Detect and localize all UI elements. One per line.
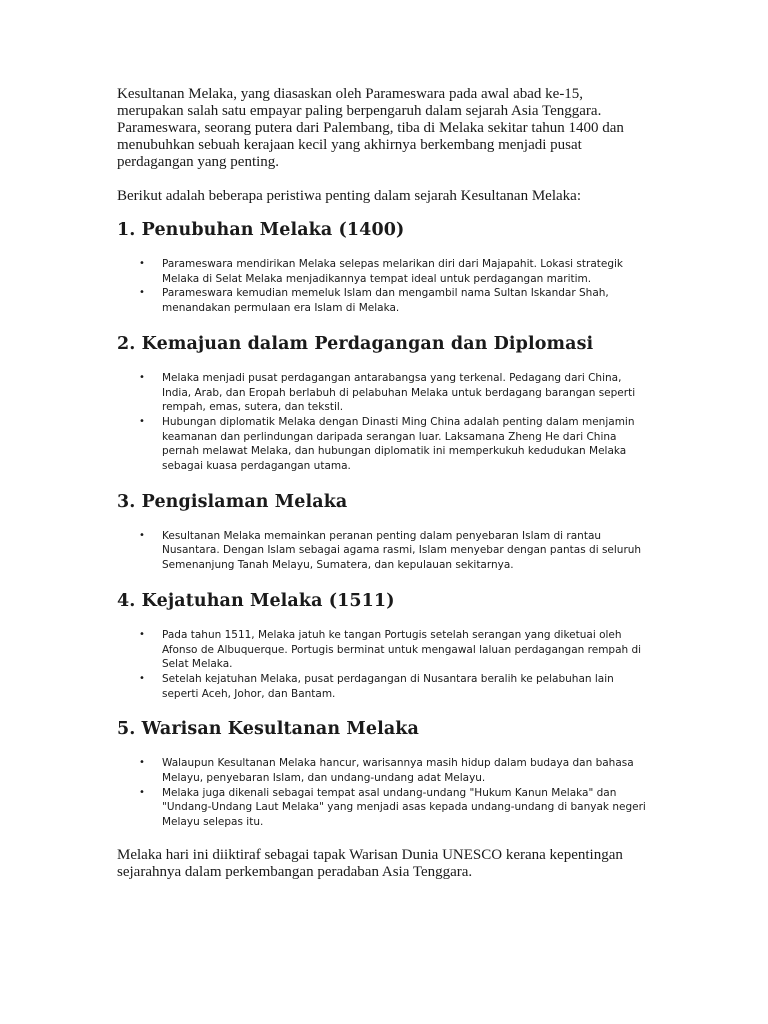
section-heading-5: 5. Warisan Kesultanan Melaka bbox=[117, 719, 419, 740]
list-item: • Melaka juga dikenali sebagai tempat asal undang-undang "Hukum Kanun Melaka" dan "Undang-Undang Laut Melaka" yang menjadi asas kepada undang-undang di banyak negeri Melayu selepas itu. bbox=[139, 786, 646, 829]
document-page bbox=[117, 86, 652, 881]
lead-paragraph: Berikut adalah beberapa peristiwa penting dalam sejarah Kesultanan Melaka: bbox=[117, 188, 581, 204]
bullet-icon: • bbox=[139, 371, 145, 383]
bullet-icon: • bbox=[139, 415, 145, 427]
section-heading-1: 1. Penubuhan Melaka (1400) bbox=[117, 220, 405, 240]
intro-paragraph: Kesultanan Melaka, yang diasaskan oleh Parameswara pada awal abad ke-15, merupakan salah satu empayar paling berpengaruh dalam sejarah Asia Tenggara. Parameswara, seorang putera dari Palembang, tiba di Melaka sekitar tahun 1400 dan menubuhkan sebuah kerajaan kecil yang akhirnya berkembang menjadi pusat perdagangan yang penting. bbox=[117, 86, 624, 170]
bullet-icon: • bbox=[139, 628, 145, 640]
bullet-icon: • bbox=[139, 287, 145, 299]
bullet-list-2 bbox=[117, 371, 652, 474]
section-heading-2: 2. Kemajuan dalam Perdagangan dan Diplomasi bbox=[117, 333, 594, 354]
list-item: • Pada tahun 1511, Melaka jatuh ke tangan Portugis setelah serangan yang diketuai oleh Afonso de Albuquerque. Portugis berminat untuk mengawal laluan perdagangan rempah di Selat Melaka. bbox=[139, 628, 642, 671]
list-item: • Parameswara kemudian memeluk Islam dan mengambil nama Sultan Iskandar Shah, menandakan permulaan era Islam di Melaka. bbox=[139, 287, 609, 315]
bullet-icon: • bbox=[139, 529, 145, 541]
bullet-list-3 bbox=[117, 529, 652, 573]
list-item: • Walaupun Kesultanan Melaka hancur, warisannya masih hidup dalam budaya dan bahasa Melayu, penyebaran Islam, dan undang-undang adat Melayu. bbox=[139, 757, 634, 785]
bullet-icon: • bbox=[139, 757, 145, 769]
bullet-icon: • bbox=[139, 786, 145, 798]
list-item: • Hubungan diplomatik Melaka dengan Dinasti Ming China adalah penting dalam menjamin keamanan dan perlindungan daripada serangan luar. Laksamana Zheng He dari China pernah melawat Melaka, dan hubungan diplomatik ini memperkukuh kedudukan Melaka sebagai kuasa perdagangan utama. bbox=[139, 415, 635, 473]
section-heading-4: 4. Kejatuhan Melaka (1511) bbox=[117, 590, 395, 611]
bullet-icon: • bbox=[139, 672, 145, 684]
section-heading-3: 3. Pengislaman Melaka bbox=[117, 491, 348, 512]
bullet-list-5 bbox=[117, 756, 652, 830]
list-item: • Melaka menjadi pusat perdagangan antarabangsa yang terkenal. Pedagang dari China, India, Arab, dan Eropah berlabuh di pelabuhan Melaka untuk berdagang barangan seperti rempah, emas, sutera, dan tekstil. bbox=[139, 371, 636, 414]
list-item: • Setelah kejatuhan Melaka, pusat perdagangan di Nusantara beralih ke pelabuhan lain seperti Aceh, Johor, dan Bantam. bbox=[139, 672, 614, 700]
bullet-list-1 bbox=[117, 257, 652, 316]
bullet-list-4 bbox=[117, 628, 652, 702]
list-item: • Parameswara mendirikan Melaka selepas melarikan diri dari Majapahit. Lokasi strategik Melaka di Selat Melaka menjadikannya tempat ideal untuk perdagangan maritim. bbox=[139, 258, 624, 285]
closing-paragraph: Melaka hari ini diiktiraf sebagai tapak Warisan Dunia UNESCO kerana kepentingan sejarahnya dalam perkembangan peradaban Asia Tenggara. bbox=[117, 846, 623, 880]
list-item: • Kesultanan Melaka memainkan peranan penting dalam penyebaran Islam di rantau Nusantara. Dengan Islam sebagai agama rasmi, Islam menyebar dengan pantas di seluruh Semenanjung Tanah Melayu, Sumatera, dan kepulauan sekitarnya. bbox=[139, 529, 642, 572]
bullet-icon: • bbox=[139, 258, 145, 269]
